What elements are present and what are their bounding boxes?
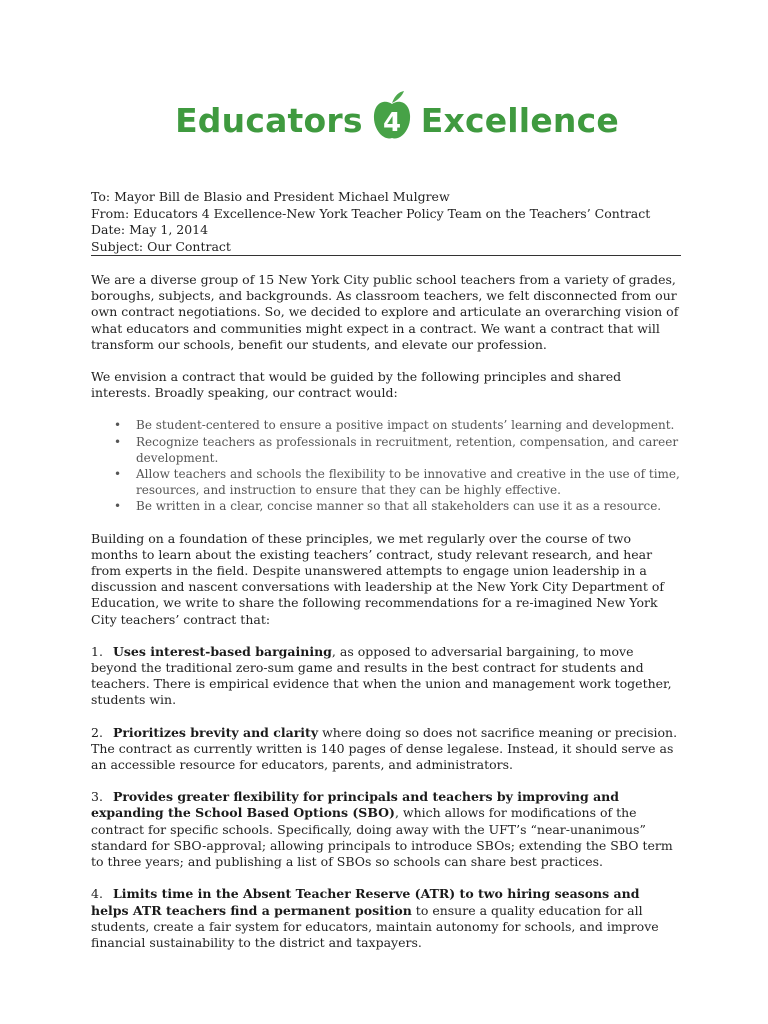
bullet-glyph: • bbox=[114, 418, 122, 433]
logo-word-educators: Educators bbox=[175, 100, 363, 140]
memo-header bbox=[91, 189, 681, 255]
apple-digit: 4 bbox=[382, 108, 401, 138]
principles-list bbox=[91, 417, 681, 514]
intro-paragraph: We are a diverse group of 15 New York City public school teachers from a variety of grades, boroughs, subjects, and backgrounds. As classroom teachers, we felt disconnected from our own contract negotiations. So, we decided to explore and articulate an overarching vision of what educators and communities might expect in a contract. We want a contract that will transform our schools, benefit our students, and elevate our profession. bbox=[91, 272, 679, 352]
header-divider bbox=[91, 255, 681, 256]
memo-to: To: Mayor Bill de Blasio and President Michael Mulgrew bbox=[91, 189, 450, 204]
recommendation-3: 3. Provides greater flexibility for principals and teachers by improving and expanding the School Based Options (SBO), which allows for modifications of the contract for specific schools. Specifically, doing away with the UFT’s “near-unanimous” standard for SBO-approval; allowing principals to introduce SBOs; extending the SBO term to three years; and publishing a list of SBOs so schools can share best practices. bbox=[91, 789, 673, 870]
memo-subject: Subject: Our Contract bbox=[91, 238, 231, 254]
bullet-glyph: • bbox=[114, 499, 122, 514]
principle-item: • Recognize teachers as professionals in recruitment, retention, compensation, and career development. bbox=[114, 434, 679, 465]
principle-item: • Allow teachers and schools the flexibility to be innovative and creative in the use of time, resources, and instruction to ensure that they can be highly effective. bbox=[114, 467, 680, 498]
bullet-glyph: • bbox=[114, 434, 122, 449]
memo-from: From: Educators 4 Excellence-New York Teacher Policy Team on the Teachers’ Contract bbox=[91, 205, 651, 221]
principles-lead: We envision a contract that would be guided by the following principles and shared interests. Broadly speaking, our contract would: bbox=[91, 369, 622, 401]
recommendation-1: 1. Uses interest-based bargaining, as opposed to adversarial bargaining, to move beyond the traditional zero-sum game and results in the best contract for students and teachers. There is empirical evidence that when the union and management work together, students win. bbox=[91, 643, 672, 708]
apple-4-icon bbox=[371, 89, 413, 143]
principle-item: • Be written in a clear, concise manner so that all stakeholders can use it as a resource. bbox=[114, 499, 662, 514]
memo-body bbox=[91, 272, 681, 967]
recommendations-intro: Building on a foundation of these principles, we met regularly over the course of two months to learn about the existing teachers’ contract, study relevant research, and hear from experts in the field. Despite unanswered attempts to engage union leadership in a discussion and nascent conversations with leadership at the New York City Department of Education, we write to share the following recommendations for a re-imagined New York City teachers’ contract that: bbox=[91, 530, 665, 627]
educators-4-excellence-logo bbox=[172, 90, 622, 150]
memo-date: Date: May 1, 2014 bbox=[91, 222, 209, 237]
principle-item: • Be student-centered to ensure a positive impact on students’ learning and development. bbox=[114, 418, 675, 433]
recommendation-2: 2. Prioritizes brevity and clarity where doing so does not sacrifice meaning or precision. The contract as currently written is 140 pages of dense legalese. Instead, it should serve as an accessible resource for educators, parents, and administrators. bbox=[91, 724, 678, 773]
bullet-glyph: • bbox=[114, 467, 122, 482]
logo-word-excellence: Excellence bbox=[420, 100, 619, 140]
recommendation-4: 4. Limits time in the Absent Teacher Reserve (ATR) to two hiring seasons and helps ATR teachers find a permanent position to ensure a quality education for all students, create a fair system for educators, maintain autonomy for schools, and improve financial sustainability to the district and taxpayers. bbox=[91, 886, 659, 950]
